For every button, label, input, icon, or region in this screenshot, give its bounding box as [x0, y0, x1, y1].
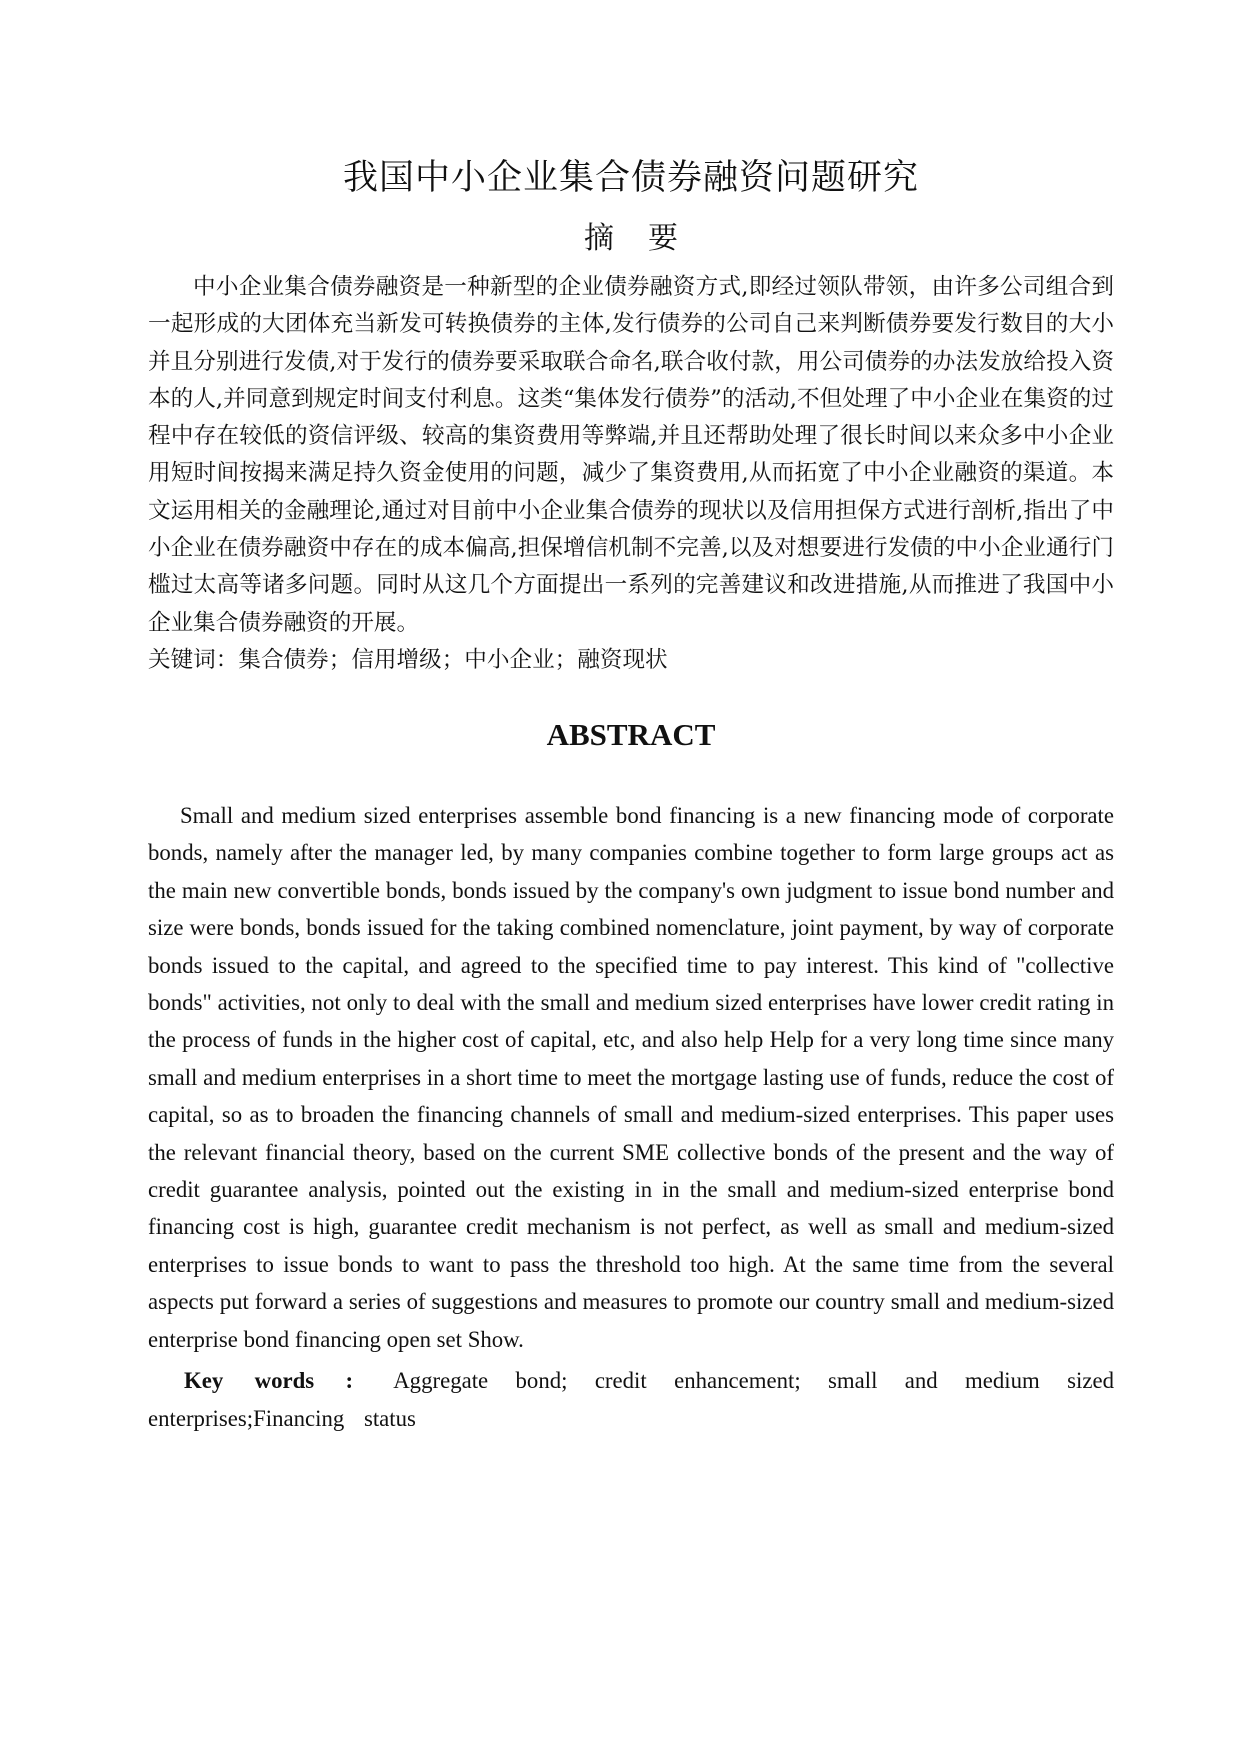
- english-keywords: [148, 1362, 1114, 1438]
- chinese-abstract-heading: 摘要: [584, 221, 712, 256]
- chinese-abstract-body: 中小企业集合债券融资是一种新型的企业债券融资方式,即经过领队带领，由许多公司组合到一起形成的大团体充当新发可转换债券的主体,发行债券的公司自己来判断债券要发行数目的大小并且分别进行发债,对于发行的债券要采取联合命名,联合收付款，用公司债券的办法发放给投入资本的人,并同意到规定时间支付利息。这类“集体发行债券”的活动,不但处理了中小企业在集资的过程中存在较低的资信评级、较高的集资费用等弊端,并且还帮助处理了很长时间以来众多中小企业用短时间按揭来满足持久资金使用的问题，减少了集资费用,从而拓宽了中小企业融资的渠道。本文运用相关的金融理论,通过对目前中小企业集合债券的现状以及信用担保方式进行剖析,指出了中小企业在债券融资中存在的成本偏高,担保增信机制不完善,以及对想要进行发债的中小企业通行门槛过太高等诸多问题。同时从这几个方面提出一系列的完善建议和改进措施,从而推进了我国中小企业集合债券融资的开展。: [148, 274, 1114, 636]
- paper-title: 我国中小企业集合债券融资问题研究: [342, 158, 919, 198]
- chinese-keywords: [148, 642, 1114, 679]
- english-abstract-heading: ABSTRACT: [546, 716, 716, 752]
- english-keywords-text: Aggregate bond; credit enhancement; small and medium sized enterprises;Financing status: [148, 1368, 1114, 1432]
- paper-page: [148, 150, 1114, 1438]
- chinese-keywords-text: 集合债券；信用增级；中小企业；融资现状: [238, 646, 668, 673]
- chinese-keywords-label: 关键词：: [148, 646, 239, 673]
- english-abstract-body: Small and medium sized enterprises assemble bond financing is a new financing mode of corporate bonds, namely after the manager led, by many companies combine together to form large groups act as the main new convertible bonds, bonds issued by the company's own judgment to issue bond number and size were bonds, bonds issued for the taking combined nomenclature, joint payment, by way of corporate bonds issued to the capital, and agreed to the specified time to pay interest. This kind of "collective bonds" activities, not only to deal with the small and medium sized enterprises have lower credit rating in the process of funds in the higher cost of capital, etc, and also help Help for a very long time since many small and medium enterprises in a short time to meet the mortgage lasting use of funds, reduce the cost of capital, so as to broaden the financing channels of small and medium-sized enterprises. This paper uses the relevant financial theory, based on the current SME collective bonds of the present and the way of credit guarantee analysis, pointed out the existing in in the small and medium-sized enterprise bond financing cost is high, guarantee credit mechanism is not perfect, as well as small and medium-sized enterprises to issue bonds to want to pass the threshold too high. At the same time from the several aspects put forward a series of suggestions and measures to promote our country small and medium-sized enterprise bond financing open set Show.: [148, 802, 1114, 1352]
- english-keywords-label: Key words :: [184, 1368, 354, 1394]
